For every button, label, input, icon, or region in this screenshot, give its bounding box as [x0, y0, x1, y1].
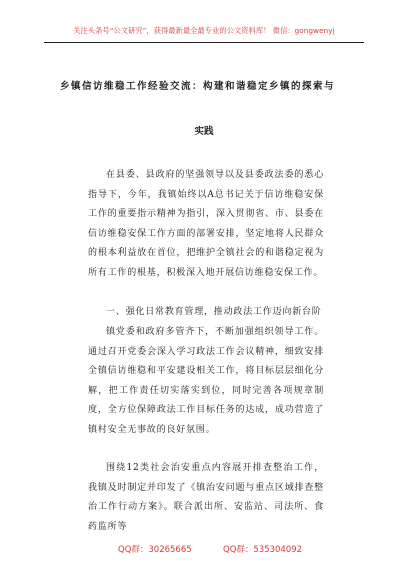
section-heading-text: 一、强化日常教育管理，推动政法工作迈向新台阶	[106, 307, 322, 317]
body-paragraph-2	[88, 323, 324, 440]
paragraph-text: 镇党委和政府多管齐下，不断加强组织领导工作。通过召开党委会深入学习政法工作会议精神，细致安排全镇信访维稳和平安建设相关工作，将目标层层细化分解，把工作责任切实落实到位，同时完善各项规章制度，全方位保障政法工作目标任务的达成，成功营造了镇村安全无事故的良好氛围。	[88, 327, 324, 435]
document-title-line-2: 实践	[194, 126, 214, 137]
header-divider	[44, 42, 364, 43]
footer-qq-group-2: QQ群：535304092	[223, 545, 303, 555]
header-banner	[0, 0, 408, 60]
footer-qq-group-1: QQ群：30265665	[118, 545, 192, 555]
paragraph-text: 在县委、县政府的坚强领导以及县委政法委的悉心指导下，今年，我镇始终以A总书记关于信访维稳安保工作的重要指示精神为指引，深入贯彻省、市、县委在信访维稳安保工作方面的部署安排，坚定地将人民群众的根本利益放在首位，把维护全镇社会的和谐稳定视为所有工作的根基，积极深入地开展信访维稳安保工作。	[88, 170, 324, 278]
body-section-heading	[88, 303, 324, 323]
header-promo-text: 关注头条号“公文研究”，获得最新最全最专业的公文资料库！ 微信：gongwenyj	[73, 26, 335, 35]
document-title-line-1: 乡镇信访维稳工作经验交流：构建和谐稳定乡镇的探索与	[60, 81, 336, 92]
body-paragraph-intro	[88, 166, 324, 283]
body-paragraph-3	[88, 459, 324, 537]
paragraph-text: 围绕12类社会治安重点内容展开排查整治工作，我镇及时制定并印发了《镇治安问题与重点区域排查整治工作行动方案》。联合派出所、安监站、司法所、食药监所等	[88, 463, 324, 532]
